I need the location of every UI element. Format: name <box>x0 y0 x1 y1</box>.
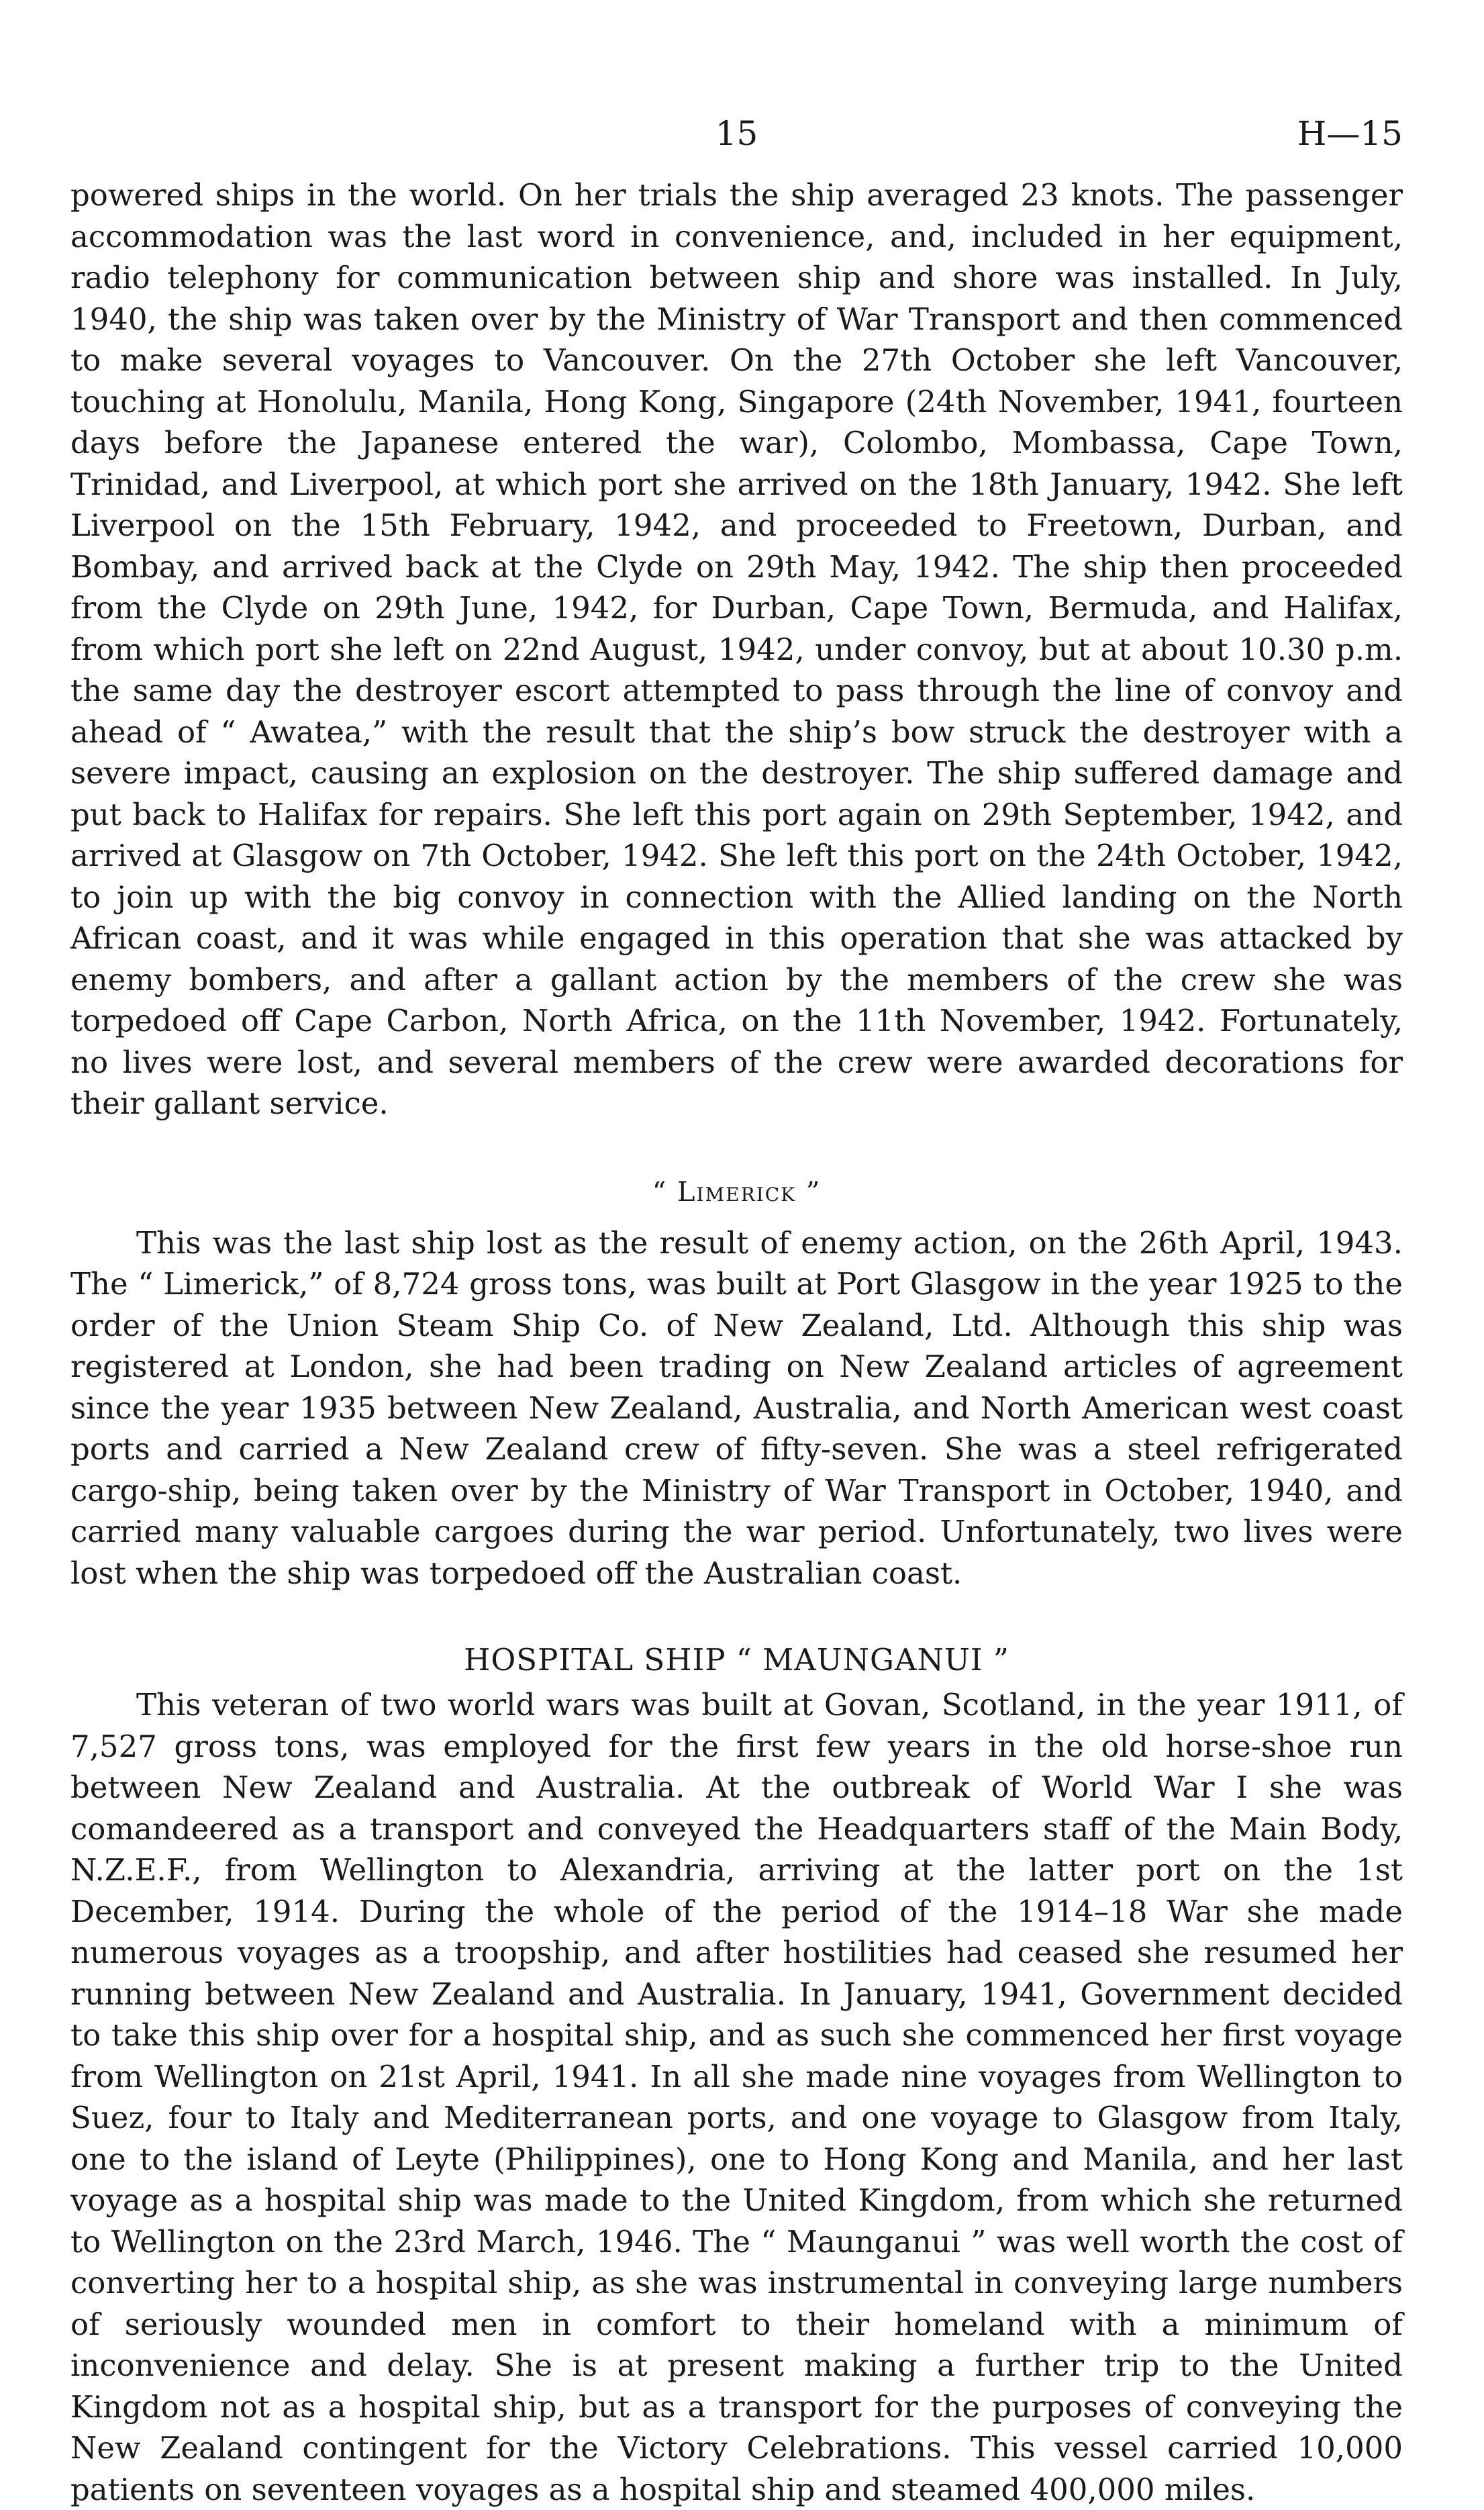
maunganui-heading: HOSPITAL SHIP “ MAUNGANUI ” <box>464 1642 1009 1678</box>
document-page <box>70 114 1403 2510</box>
page-header <box>70 114 1403 175</box>
maunganui-paragraph: This veteran of two world wars was built at Govan, Scotland, in the year 1911, of 7,527 gross tons, was employed for the first few years in the old horse-shoe run between New Zealand and Australia. At the outbreak of World War I she was comandeered as a transport and conveyed the Headquarters staff of the Main Body, N.Z.E.F., from Wellington to Alexandria, arriving at the latter port on the 1st December, 1914. During the whole of the period of the 1914–18 War she made numerous voyages as a troopship, and after hostilities had ceased she resumed her running between New Zealand and Australia. In January, 1941, Government decided to take this ship over for a hospital ship, and as such she commenced her first voyage from Wellington on 21st April, 1941. In all she made nine voyages from Wellington to Suez, four to Italy and Mediterranean ports, and one voyage to Glasgow from Italy, one to the island of Leyte (Philippines), one to Hong Kong and Manila, and her last voyage as a hospital ship was made to the United Kingdom, from which she returned to Wellington on the 23rd March, 1946. The “ Maunganui ” was well worth the cost of converting her to a hospital ship, as she was instrumental in conveying large numbers of seriously wounded men in comfort to their homeland with a minimum of inconvenience and delay. She is at present making a further trip to the United Kingdom not as a hospital ship, but as a transport for the purposes of conveying the New Zealand contingent for the Victory Celebrations. This vessel carried 10,000 patients on seventeen voyages as a hospital ship and steamed 400,000 miles. <box>70 1687 1403 2507</box>
awatea-continued-paragraph: powered ships in the world. On her trials the ship averaged 23 knots. The passenger accommodation was the last word in convenience, and, included in her equipment, radio telephony for communication between ship and shore was installed. In July, 1940, the ship was taken over by the Ministry of War Transport and then commenced to make several voyages to Vancouver. On the 27th October she left Vancouver, touching at Honolulu, Manila, Hong Kong, Singapore (24th November, 1941, fourteen days before the Japanese entered the war), Colombo, Mombassa, Cape Town, Trinidad, and Liverpool, at which port she arrived on the 18th January, 1942. She left Liverpool on the 15th February, 1942, and proceeded to Freetown, Durban, and Bombay, and arrived back at the Clyde on 29th May, 1942. The ship then proceeded from the Clyde on 29th June, 1942, for Durban, Cape Town, Bermuda, and Halifax, from which port she left on 22nd August, 1942, under convoy, but at about 10.30 p.m. the same day the destroyer escort attempted to pass through the line of convoy and ahead of “ Awatea,” with the result that the ship’s bow struck the destroyer with a severe impact, causing an explosion on the destroyer. The ship suffered damage and put back to Halifax for repairs. She left this port again on 29th September, 1942, and arrived at Glasgow on 7th October, 1942. She left this port on the 24th October, 1942, to join up with the big convoy in connection with the Allied landing on the North African coast, and it was while engaged in this operation that she was attacked by enemy bombers, and after a gallant action by the members of the crew she was torpedoed off Cape Carbon, North Africa, on the 11th November, 1942. Fortunately, no lives were lost, and several members of the crew were awarded decorations for their gallant service. <box>70 177 1403 1121</box>
limerick-paragraph: This was the last ship lost as the result of enemy action, on the 26th April, 1943. The “ Limerick,” of 8,724 gross tons, was built at Port Glasgow in the year 1925 to the order of the Union Steam Ship Co. of New Zealand, Ltd. Although this ship was registered at London, she had been trading on New Zealand articles of agreement since the year 1935 between New Zealand, Australia, and North American west coast ports and carried a New Zealand crew of fifty-seven. She was a steel refrigerated cargo-ship, being taken over by the Ministry of War Transport in October, 1940, and carried many valuable cargoes during the war period. Unfortunately, two lives were lost when the ship was torpedoed off the Australian coast. <box>70 1224 1403 1591</box>
page-reference: H—15 <box>1297 114 1403 153</box>
limerick-heading: “ Limerick ” <box>652 1176 822 1208</box>
page-number: 15 <box>715 114 758 153</box>
